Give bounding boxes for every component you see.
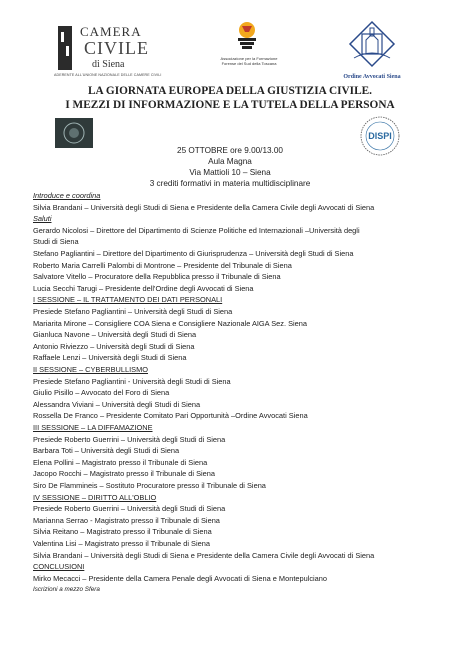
secondary-logo xyxy=(55,118,93,148)
program-line: Studi di Siena xyxy=(33,237,79,247)
program-section-heading: Saluti xyxy=(33,214,52,224)
tower-icon xyxy=(58,26,72,70)
camera-logo-line2: CIVILE xyxy=(84,38,149,58)
program-line: Giulio Pisillo – Avvocato del Foro di Siena xyxy=(33,388,170,398)
associazione-text: Associazione per la Formazione Forense del Sud della Toscana xyxy=(220,56,278,66)
program-line: Siro De Flammineis – Sostituto Procuratore presso il Tribunale di Siena xyxy=(33,481,266,490)
ordine-avvocati-logo xyxy=(340,18,404,84)
title-line1: LA GIORNATA EUROPEA DELLA GIUSTIZIA CIVILE. xyxy=(88,85,372,97)
program-line: Rossella De Franco – Presidente Comitato Pari Opportunità –Ordine Avvocati Siena xyxy=(33,411,308,421)
ordine-text: Ordine Avvocati Siena xyxy=(343,74,401,80)
camera-logo-line1: CAMERA xyxy=(80,24,142,39)
program-line: Mirko Mecacci – Presidente della Camera Penale degli Avvocati di Siena e Montepulciano xyxy=(33,573,328,583)
program-line: Silvia Reitano – Magistrato presso il Tribunale di Siena xyxy=(33,527,212,537)
program-line: Raffaele Lenzi – Università degli Studi di Siena xyxy=(33,353,187,363)
camera-logo-line3: di Siena xyxy=(92,59,125,70)
program-line: Jacopo Rocchi – Magistrato presso il Tribunale di Siena xyxy=(33,469,215,479)
program-line: Lucia Secchi Tarugi – Presidente dell'Ordine degli Avvocati di Siena xyxy=(33,283,254,293)
program-line: Valentina Lisi – Magistrato presso il Tribunale di Siena xyxy=(33,539,210,548)
program-line: Presiede Roberto Guerrini – Università degli Studi di Siena xyxy=(33,504,226,514)
program-line: Mariarita Mirone – Consigliere COA Siena e Consigliere Nazionale AIGA Sez. Siena xyxy=(33,318,308,328)
associazione-logo xyxy=(214,20,284,80)
program-line: Presiede Roberto Guerrini – Università degli Studi di Siena xyxy=(33,434,226,444)
program-line: Marianna Serrao - Magistrato presso il Tribunale di Siena xyxy=(33,515,220,525)
event-date: 25 OTTOBRE ore 9.00/13.00 xyxy=(177,146,283,155)
scales-icon xyxy=(232,20,262,54)
program-line: Salvatore Vitello – Procuratore della Repubblica presso il Tribunale di Siena xyxy=(33,272,281,282)
program-line: Presiede Stefano Pagliantini – Università degli Studi di Siena xyxy=(33,307,233,316)
program-section-heading: IV SESSIONE – DIRITTO ALL'OBLIO xyxy=(33,492,157,502)
program-line: Barbara Toti – Università degli Studi di Siena xyxy=(33,446,180,456)
program-line: Alessandra Viviani – Università degli Studi di Siena xyxy=(33,399,201,409)
program-line: Roberto Maria Carrelli Palombi di Montrone – Presidente del Tribunale di Siena xyxy=(33,260,292,270)
program-section-heading: II SESSIONE – CYBERBULLISMO xyxy=(33,365,149,374)
program-line: Silvia Brandani – Università degli Studi di Siena e Presidente della Camera Civile degli Avvocati di Siena xyxy=(33,550,375,560)
program-section-heading: I SESSIONE – IL TRATTAMENTO DEI DATI PERSONALI xyxy=(33,295,223,305)
event-address: Via Mattioli 10 – Siena xyxy=(189,168,271,177)
program-line: Presiede Stefano Pagliantini - Università degli Studi di Siena xyxy=(33,376,231,386)
program-section-heading: CONCLUSIONI xyxy=(33,562,85,572)
badge-icon xyxy=(55,118,93,148)
program-line: Elena Pollini – Magistrato presso il Tribunale di Siena xyxy=(33,457,208,467)
program-line: Iscrizioni a mezzo Sfera xyxy=(33,586,100,594)
ordine-emblem-icon xyxy=(344,18,400,74)
program-line: Gerardo Nicolosi – Direttore del Dipartimento di Scienze Politiche ed Internazionali –Università degli xyxy=(33,225,360,235)
program-section-heading: Introduce e coordina xyxy=(33,191,101,200)
program-line: Stefano Pagliantini – Direttore del Dipartimento di Giurisprudenza – Università degli Studi di Siena xyxy=(33,249,354,258)
dispi-label: DISPI xyxy=(368,131,392,141)
program-line: Gianluca Navone – Università degli Studi di Siena xyxy=(33,330,197,340)
program-line: Silvia Brandani – Università degli Studi di Siena e Presidente della Camera Civile degli Avvocati di Siena xyxy=(33,202,375,212)
title-line2: I MEZZI DI INFORMAZIONE E LA TUTELA DELLA PERSONA xyxy=(65,99,395,111)
event-credits: 3 crediti formativi in materia multidisciplinare xyxy=(149,179,311,188)
event-venue: Aula Magna xyxy=(208,157,252,166)
camera-logo-subtitle: ADERENTE ALL'UNIONE NAZIONALE DELLE CAMERE CIVILI xyxy=(54,73,162,77)
program-section-heading: III SESSIONE – LA DIFFAMAZIONE xyxy=(33,423,153,432)
camera-civile-logo xyxy=(52,22,162,78)
program-line: Antonio Riviezzo – Università degli Studi di Siena xyxy=(33,341,195,351)
